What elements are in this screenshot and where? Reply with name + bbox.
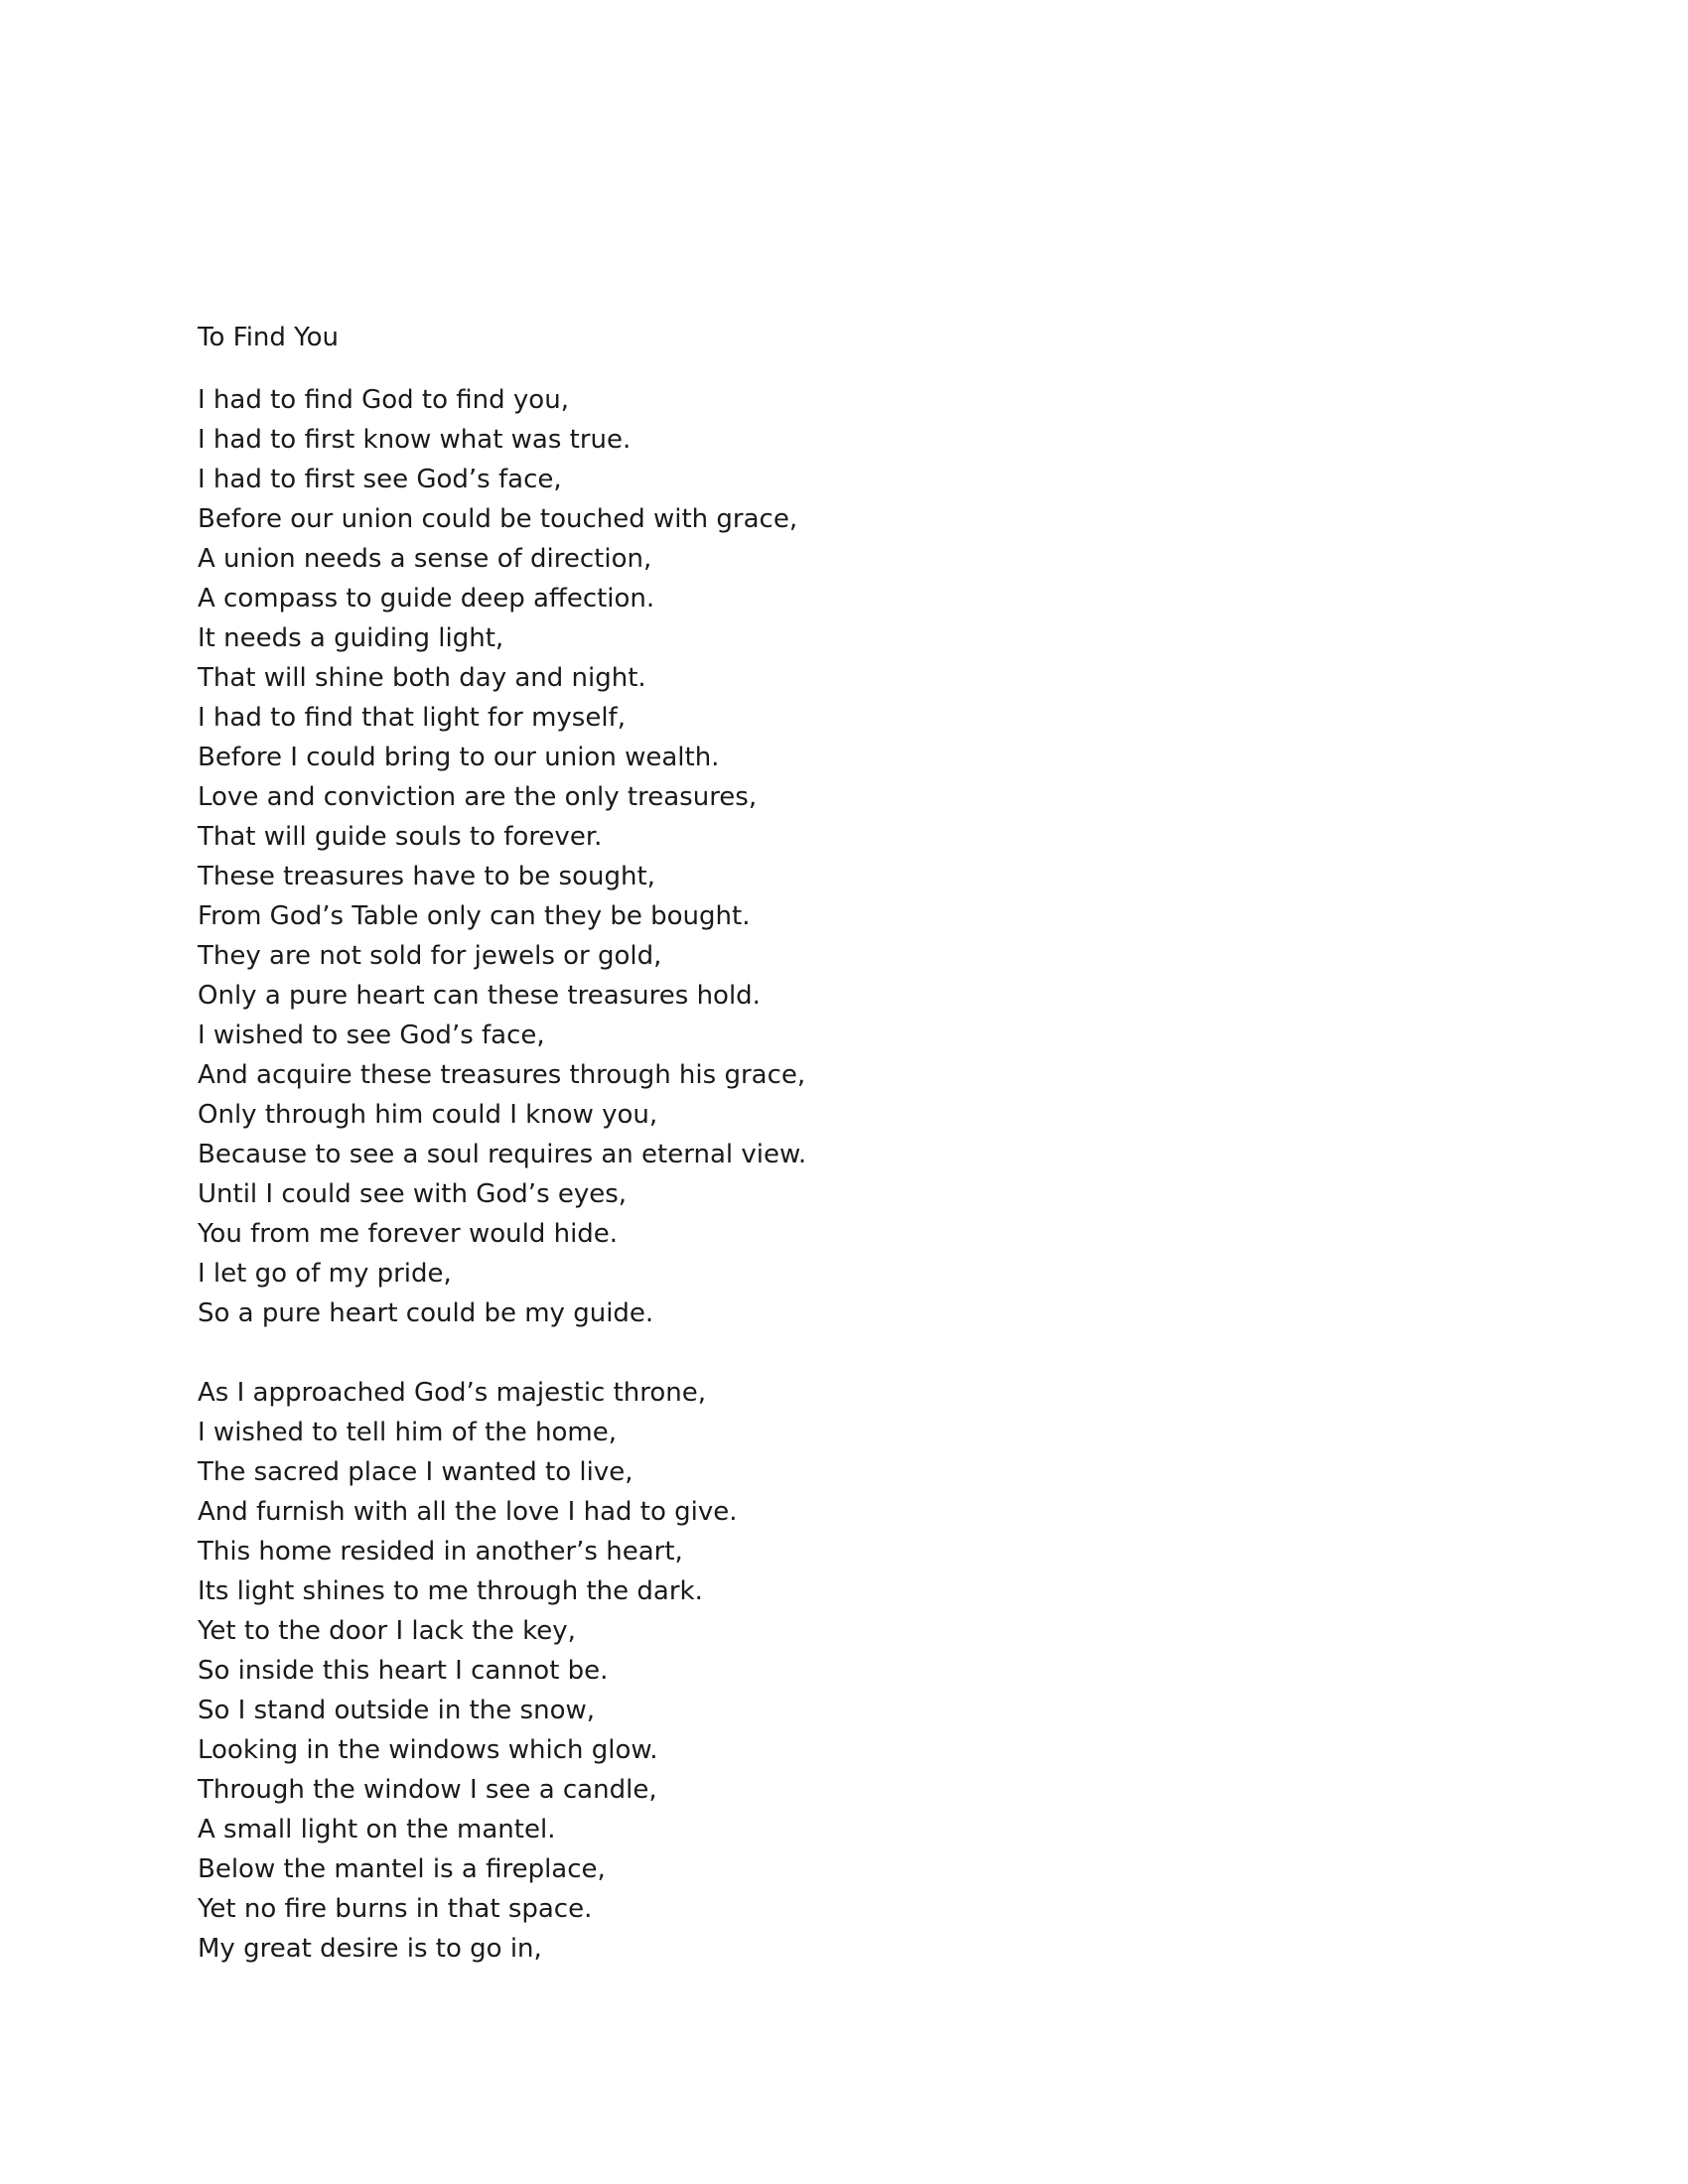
poem [198, 318, 1488, 1969]
poem-line: From God’s Table only can they be bought. [198, 901, 751, 931]
poem-line: These treasures have to be sought, [198, 862, 655, 891]
poem-line: Yet to the door I lack the key, [198, 1616, 576, 1646]
poem-body [198, 380, 1488, 1969]
poem-line: A small light on the mantel. [198, 1815, 556, 1844]
poem-line: A compass to guide deep affection. [198, 584, 655, 614]
poem-line: My great desire is to go in, [198, 1934, 542, 1964]
poem-line: Through the window I see a candle, [198, 1775, 657, 1805]
poem-line: Its light shines to me through the dark. [198, 1576, 703, 1606]
poem-line: Before our union could be touched with grace, [198, 504, 798, 534]
poem-line: So a pure heart could be my guide. [198, 1298, 654, 1328]
poem-line: And acquire these treasures through his grace, [198, 1060, 806, 1090]
poem-line: The sacred place I wanted to live, [198, 1457, 633, 1487]
poem-line: I had to first know what was true. [198, 425, 632, 455]
poem-line: Only a pure heart can these treasures hold. [198, 981, 761, 1011]
poem-line: You from me forever would hide. [198, 1219, 619, 1249]
stanza [198, 380, 1488, 1333]
poem-line: This home resided in another’s heart, [198, 1537, 683, 1567]
stanza [198, 1373, 1488, 1969]
poem-line: A union needs a sense of direction, [198, 544, 652, 574]
poem-line: They are not sold for jewels or gold, [198, 941, 662, 971]
poem-line: It needs a guiding light, [198, 623, 504, 653]
poem-line: Because to see a soul requires an eternal view. [198, 1140, 807, 1169]
poem-line: Looking in the windows which glow. [198, 1735, 658, 1765]
poem-line: I let go of my pride, [198, 1259, 452, 1289]
poem-line: Only through him could I know you, [198, 1100, 658, 1130]
poem-line: Yet no fire burns in that space. [198, 1894, 593, 1924]
poem-line: Until I could see with God’s eyes, [198, 1179, 628, 1209]
poem-line: Below the mantel is a fireplace, [198, 1854, 606, 1884]
poem-line: I wished to see God’s face, [198, 1021, 545, 1050]
poem-line: As I approached God’s majestic throne, [198, 1378, 707, 1408]
poem-line: So inside this heart I cannot be. [198, 1656, 609, 1686]
poem-line: So I stand outside in the snow, [198, 1696, 596, 1725]
poem-line: That will guide souls to forever. [198, 822, 603, 852]
poem-line: Before I could bring to our union wealth. [198, 743, 720, 772]
poem-title: To Find You [198, 323, 339, 352]
poem-line: And furnish with all the love I had to give. [198, 1497, 738, 1527]
poem-line: That will shine both day and night. [198, 663, 646, 693]
poem-line: I had to find God to find you, [198, 385, 569, 415]
poem-line: Love and conviction are the only treasures, [198, 782, 758, 812]
poem-line: I had to first see God’s face, [198, 465, 562, 494]
poem-line: I wished to tell him of the home, [198, 1418, 618, 1447]
poem-line: I had to find that light for myself, [198, 703, 626, 733]
